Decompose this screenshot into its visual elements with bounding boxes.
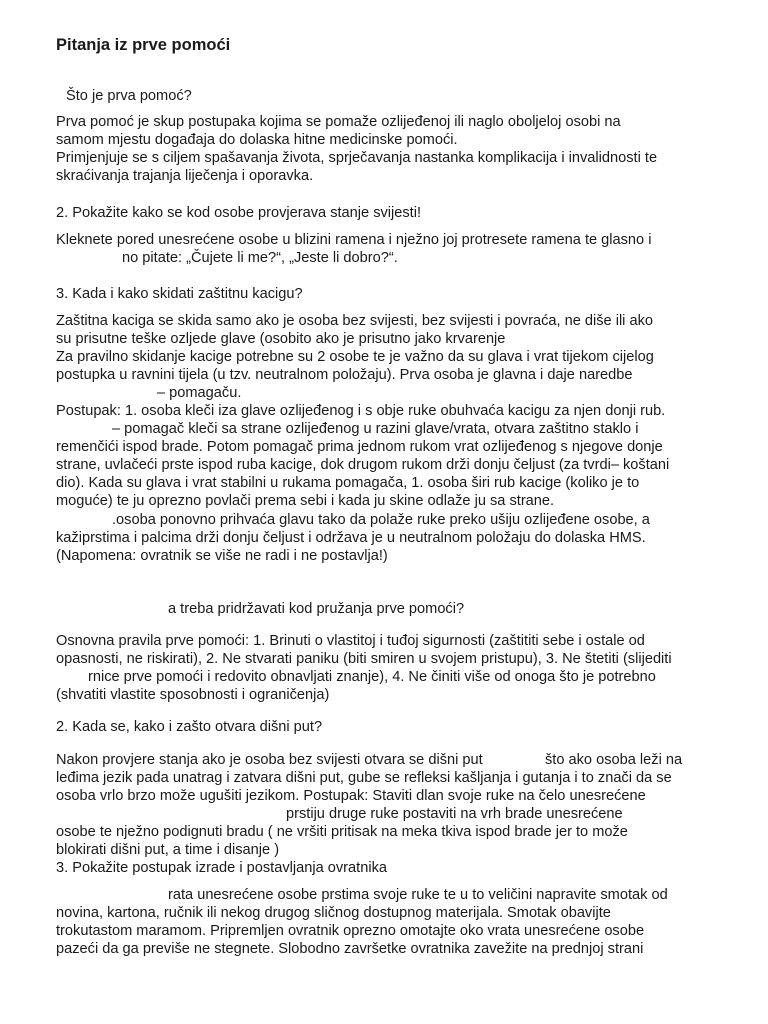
paragraph-line: Prva pomoć je skup postupaka kojima se pomaže ozlijeđenoj ili naglo oboljeloj osobi na — [56, 114, 621, 130]
section-heading: a treba pridržavati kod pružanja prve pomoći? — [168, 601, 465, 617]
section-heading: 3. Kada i kako skidati zaštitnu kacigu? — [56, 286, 303, 302]
page-title: Pitanja iz prve pomoći — [56, 36, 231, 54]
paragraph-line: no pitate: „Čujete li me?“, „Jeste li dobro?“. — [122, 250, 398, 266]
paragraph-line: novina, kartona, ručnik ili nekog drugog sličnog dostupnog materijala. Smotak obavijte — [56, 905, 611, 921]
paragraph-line: rata unesrećene osobe prstima svoje ruke te u to veličini napravite smotak od — [168, 887, 668, 903]
paragraph-line: Primjenjuje se s ciljem spašavanja života, sprječavanja nastanka komplikacija i invalidnosti te — [56, 150, 658, 166]
paragraph-line: moguće) te ju oprezno povlači prema sebi i kada ju skine odlaže ju sa strane. — [56, 493, 555, 509]
section-heading: 3. Pokažite postupak izrade i postavljanja ovratnika — [56, 860, 387, 876]
paragraph-line: – pomagaču. — [157, 385, 242, 401]
paragraph-line: leđima jezik pada unatrag i zatvara dišni put, gube se refleksi kašljanja i gutanja i to znači da se — [56, 770, 672, 786]
paragraph-line: (shvatiti vlastite sposobnosti i ograničenja) — [56, 687, 330, 703]
section-heading: Što je prva pomoć? — [66, 88, 192, 104]
section-heading: 2. Pokažite kako se kod osobe provjerava stanje svijesti! — [56, 205, 422, 221]
paragraph-line: su prisutne teške ozljede glave (osobito ako je prisutno jako krvarenje — [56, 331, 506, 347]
paragraph-line: blokirati dišni put, a time i disanje ) — [56, 842, 280, 858]
paragraph-line: Nakon provjere stanja ako je osoba bez svijesti otvara se dišni put — [56, 752, 483, 768]
paragraph-line: kažiprstima i palcima drži donju čeljust i održava je u neutralnom položaju do dolaska HMS. — [56, 530, 646, 546]
paragraph-line: – pomagač kleči sa strane ozlijeđenog u razini glave/vrata, otvara zaštitno staklo i — [112, 421, 639, 437]
paragraph-line: trokutastom maramom. Pripremljen ovratnik oprezno omotajte oko vrata unesrećene osobe — [56, 923, 645, 939]
paragraph-line: (Napomena: ovratnik se više ne radi i ne postavlja!) — [56, 548, 388, 564]
paragraph-line: skraćivanja trajanja liječenja i oporavka. — [56, 168, 314, 184]
paragraph-line: osobe te nježno podignuti bradu ( ne vršiti pritisak na meka tkiva ispod brade jer to može — [56, 824, 628, 840]
paragraph-line: strane, uvlačeći prste ispod ruba kacige, dok drugom rukom drži donju čeljust (za tvrdi– koštani — [56, 457, 670, 473]
paragraph-line: rnice prve pomoći i redovito obnavljati znanje), 4. Ne činiti više od onoga što je potrebno — [88, 669, 656, 685]
paragraph-line: opasnosti, ne riskirati), 2. Ne stvarati paniku (biti smiren u svojem pristupu), 3. Ne štetiti (slijediti — [56, 651, 672, 667]
paragraph-line: postupka u ravnini tijela (u tzv. neutralnom položaju). Prva osoba je glavna i daje naredbe — [56, 367, 633, 383]
paragraph-line: Osnovna pravila prve pomoći: 1. Brinuti o vlastitoj i tuđoj sigurnosti (zaštititi sebe i ostale od — [56, 633, 645, 649]
paragraph-line: pazeći da ga previše ne stegnete. Slobodno završetke ovratnika zavežite na prednjoj strani — [56, 941, 644, 957]
section-heading: 2. Kada se, kako i zašto otvara dišni put? — [56, 719, 323, 735]
paragraph-line: prstiju druge ruke postaviti na vrh brade unesrećene — [286, 806, 623, 822]
paragraph-line: samom mjestu događaja do dolaska hitne medicinske pomoći. — [56, 132, 458, 148]
paragraph-line: dio). Kada su glava i vrat stabilni u rukama pomagača, 1. osoba širi rub kacige (koliko je to — [56, 475, 640, 491]
paragraph-line: osoba vrlo brzo može ugušiti jezikom. Postupak: Staviti dlan svoje ruke na čelo unesrećene — [56, 788, 646, 804]
paragraph-line: .osoba ponovno prihvaća glavu tako da polaže ruke preko ušiju ozlijeđene osobe, a — [112, 512, 650, 528]
paragraph-line: Kleknete pored unesrećene osobe u blizini ramena i nježno joj protresete ramena te glasno i — [56, 232, 652, 248]
paragraph-line: Zaštitna kaciga se skida samo ako je osoba bez svijesti, bez svijesti i povraća, ne diše ili ako — [56, 313, 654, 329]
paragraph-line: Za pravilno skidanje kacige potrebne su 2 osobe te je važno da su glava i vrat tijekom cijelog — [56, 349, 654, 365]
paragraph-line: remenčići ispod brade. Potom pomagač prima jednom rukom vrat ozlijeđenog s njegove donje — [56, 439, 663, 455]
paragraph-line: Postupak: 1. osoba kleči iza glave ozlijeđenog i s obje ruke obuhvaća kacigu za njen donji rub. — [56, 403, 666, 419]
paragraph-line: što ako osoba leži na — [545, 752, 683, 768]
